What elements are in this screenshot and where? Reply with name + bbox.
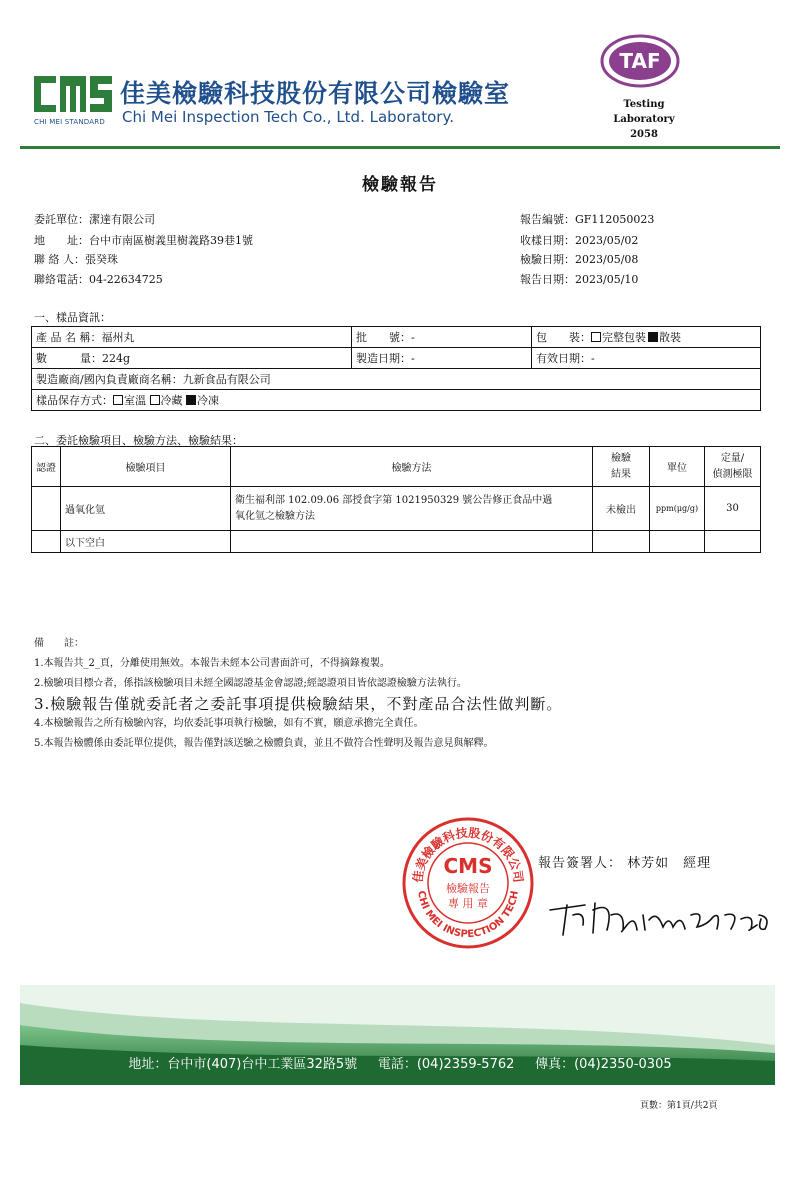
- storage-label: 樣品保存方式：: [36, 394, 113, 407]
- blank-cell: [593, 531, 650, 553]
- stamp-logo: CMS: [443, 854, 493, 878]
- tests-section-title: 二、委託檢驗項目、檢驗方法、檢驗結果：: [34, 434, 243, 447]
- sample-section-title: 一、樣品資訊：: [34, 311, 111, 324]
- package-label: 包 裝：: [536, 331, 591, 344]
- storage-room-checkbox: [113, 395, 123, 405]
- storage-cell: [32, 390, 761, 411]
- handwritten-signature: [545, 885, 775, 945]
- notes-block: [34, 634, 774, 754]
- storage-room-label: 室溫: [124, 394, 146, 407]
- blank-cell: [32, 531, 61, 553]
- col-header-result-1: 檢驗: [611, 452, 631, 464]
- storage-fridge-checkbox: [150, 395, 160, 405]
- page-number: 頁數：第1頁/共2頁: [640, 1101, 718, 1111]
- batch-value: -: [411, 331, 415, 344]
- blank-cell: [705, 531, 761, 553]
- report-title: 檢驗報告: [362, 175, 438, 195]
- footer-address: 地址：台中市(407)台中工業區32路5號: [128, 1057, 358, 1072]
- exp-date-label: 有效日期：: [536, 352, 591, 365]
- company-name-en: Chi Mei Inspection Tech Co., Ltd. Laboratory.: [122, 108, 454, 126]
- received-date-label: 收樣日期：: [520, 234, 575, 247]
- row-result: 未檢出: [593, 487, 650, 531]
- report-signer: 報告簽署人： 林芳如 經理: [538, 856, 712, 871]
- row-limit: 30: [705, 487, 761, 531]
- row-unit: ppm(μg/g): [650, 487, 705, 531]
- manufacturer-label: 製造廠商/國內負責廠商名稱：: [36, 373, 183, 386]
- mfg-date-value: -: [411, 352, 415, 365]
- accreditation-number: 2058: [630, 129, 658, 140]
- client-address-row: [34, 234, 253, 248]
- storage-frozen-checkbox: [186, 395, 196, 405]
- col-header-limit-1: 定量/: [720, 452, 745, 464]
- client-address-label: 地 址：: [34, 234, 89, 247]
- col-header-item: 檢驗項目: [61, 447, 231, 487]
- taf-logo-text: TAF: [619, 49, 661, 73]
- client-phone: 04-22634725: [89, 273, 163, 286]
- report-no-row: [520, 213, 654, 227]
- note-5: 5.本報告檢體係由委託單位提供，報告僅對該送驗之檢體負責，並且不做符合性聲明及報告意見與解釋。: [34, 738, 494, 749]
- client-contact-label: 聯 絡 人：: [34, 253, 85, 266]
- stamp-center-1: 檢驗報告: [446, 882, 490, 895]
- col-header-limit-2: 偵測極限: [712, 468, 753, 480]
- quantity-cell: [32, 348, 352, 369]
- client-contact: 張癸珠: [85, 253, 118, 266]
- row-item: 過氧化氫: [61, 487, 231, 531]
- blank-cell: [231, 531, 593, 553]
- exp-date-value: -: [591, 352, 595, 365]
- row-method-2: 氧化氫之檢驗方法: [235, 510, 315, 522]
- storage-fridge-label: 冷藏: [160, 394, 183, 407]
- quantity-label: 數 量：: [36, 352, 102, 365]
- table-row: [32, 390, 761, 411]
- package-whole-label: 完整包裝: [602, 331, 646, 344]
- col-header-method: 檢驗方法: [231, 447, 593, 487]
- report-no: GF112050023: [575, 213, 655, 226]
- notes-title: 備 註：: [34, 638, 84, 649]
- report-no-label: 報告編號：: [520, 213, 575, 226]
- client-unit: 潔達有限公司: [89, 213, 155, 226]
- note-2: 2.檢驗項目標☆者，係指該檢驗項目未經全國認證基金會認證;經認證項目皆依認證檢驗方法執行。: [34, 678, 467, 689]
- received-date: 2023/05/02: [575, 234, 639, 247]
- test-date-row: [520, 253, 638, 267]
- package-cell: [532, 327, 761, 348]
- note-3: 3.檢驗報告僅就委託者之委託事項提供檢驗結果，不對產品合法性做判斷。: [34, 695, 563, 713]
- test-date-label: 檢驗日期：: [520, 253, 575, 266]
- client-address: 台中市南區樹義里樹義路39巷1號: [89, 234, 253, 247]
- blank-label: 以下空白: [61, 531, 231, 553]
- company-name-zh: 佳美檢驗科技股份有限公司檢驗室: [120, 79, 511, 108]
- row-method: [231, 487, 593, 531]
- company-seal-stamp: [400, 815, 536, 951]
- sample-info-table: [31, 326, 761, 411]
- package-bulk-checkbox: [648, 332, 658, 342]
- logo-subtitle: CHI MEI STANDARD: [34, 118, 105, 126]
- product-name-label: 產 品 名 稱：: [36, 331, 102, 344]
- client-unit-row: [34, 213, 155, 227]
- col-header-unit: 單位: [650, 447, 705, 487]
- stamp-center-2: 專 用 章: [448, 897, 488, 910]
- col-header-limit: [705, 447, 761, 487]
- note-4: 4.本檢驗報告之所有檢驗內容，均依委託事項執行檢驗，如有不實，願意承擔完全責任。: [34, 718, 424, 729]
- row-method-1: 衛生福利部 102.09.06 部授食字第 1021950329 號公告修正食品中過: [235, 494, 553, 506]
- batch-label: 批 號：: [356, 331, 411, 344]
- table-row: [32, 487, 761, 531]
- accreditation-label: Testing Laboratory: [613, 99, 675, 125]
- table-row: [32, 531, 761, 553]
- test-date: 2023/05/08: [575, 253, 639, 266]
- stamp-ring-top: 佳美檢驗科技股份有限公司: [410, 825, 526, 884]
- exp-date-cell: [532, 348, 761, 369]
- test-results-table: [31, 446, 761, 553]
- client-unit-label: 委託單位：: [34, 213, 89, 226]
- client-phone-row: [34, 273, 163, 287]
- table-header-row: [32, 447, 761, 487]
- mfg-date-cell: [352, 348, 532, 369]
- table-row: [32, 369, 761, 390]
- table-row: [32, 327, 761, 348]
- package-bulk-label: 散裝: [659, 331, 681, 344]
- product-name-cell: [32, 327, 352, 348]
- footer-phone: 電話：(04)2359-5762: [377, 1057, 515, 1072]
- accreditation-caption: [592, 97, 696, 142]
- header-divider: [20, 146, 780, 149]
- client-phone-label: 聯絡電話：: [34, 273, 89, 286]
- stamp-ring-bottom: CHI MEI INSPECTION TECH: [415, 889, 521, 941]
- taf-accreditation-logo: [600, 34, 680, 88]
- footer-fax: 傳真：(04)2350-0305: [535, 1057, 672, 1072]
- product-name: 福州丸: [101, 331, 135, 344]
- manufacturer-cell: [32, 369, 761, 390]
- manufacturer-value: 九新食品有限公司: [182, 373, 271, 386]
- row-cert: [32, 487, 61, 531]
- report-date: 2023/05/10: [575, 273, 639, 286]
- table-row: [32, 348, 761, 369]
- note-1: 1.本報告共_2_頁，分離使用無效。本報告未經本公司書面許可，不得摘錄複製。: [34, 658, 390, 669]
- storage-frozen-label: 冷凍: [197, 394, 219, 407]
- report-date-label: 報告日期：: [520, 273, 575, 286]
- col-header-result: [593, 447, 650, 487]
- quantity-value: 224g: [102, 352, 131, 365]
- client-contact-row: [34, 253, 118, 267]
- col-header-result-2: 結果: [611, 468, 631, 480]
- mfg-date-label: 製造日期：: [356, 352, 411, 365]
- company-logo: [34, 72, 112, 116]
- col-header-cert: 認證: [32, 447, 61, 487]
- package-whole-checkbox: [591, 332, 601, 342]
- received-date-row: [520, 234, 638, 248]
- batch-cell: [352, 327, 532, 348]
- report-date-row: [520, 273, 638, 287]
- blank-cell: [650, 531, 705, 553]
- footer-contact: [0, 1053, 800, 1072]
